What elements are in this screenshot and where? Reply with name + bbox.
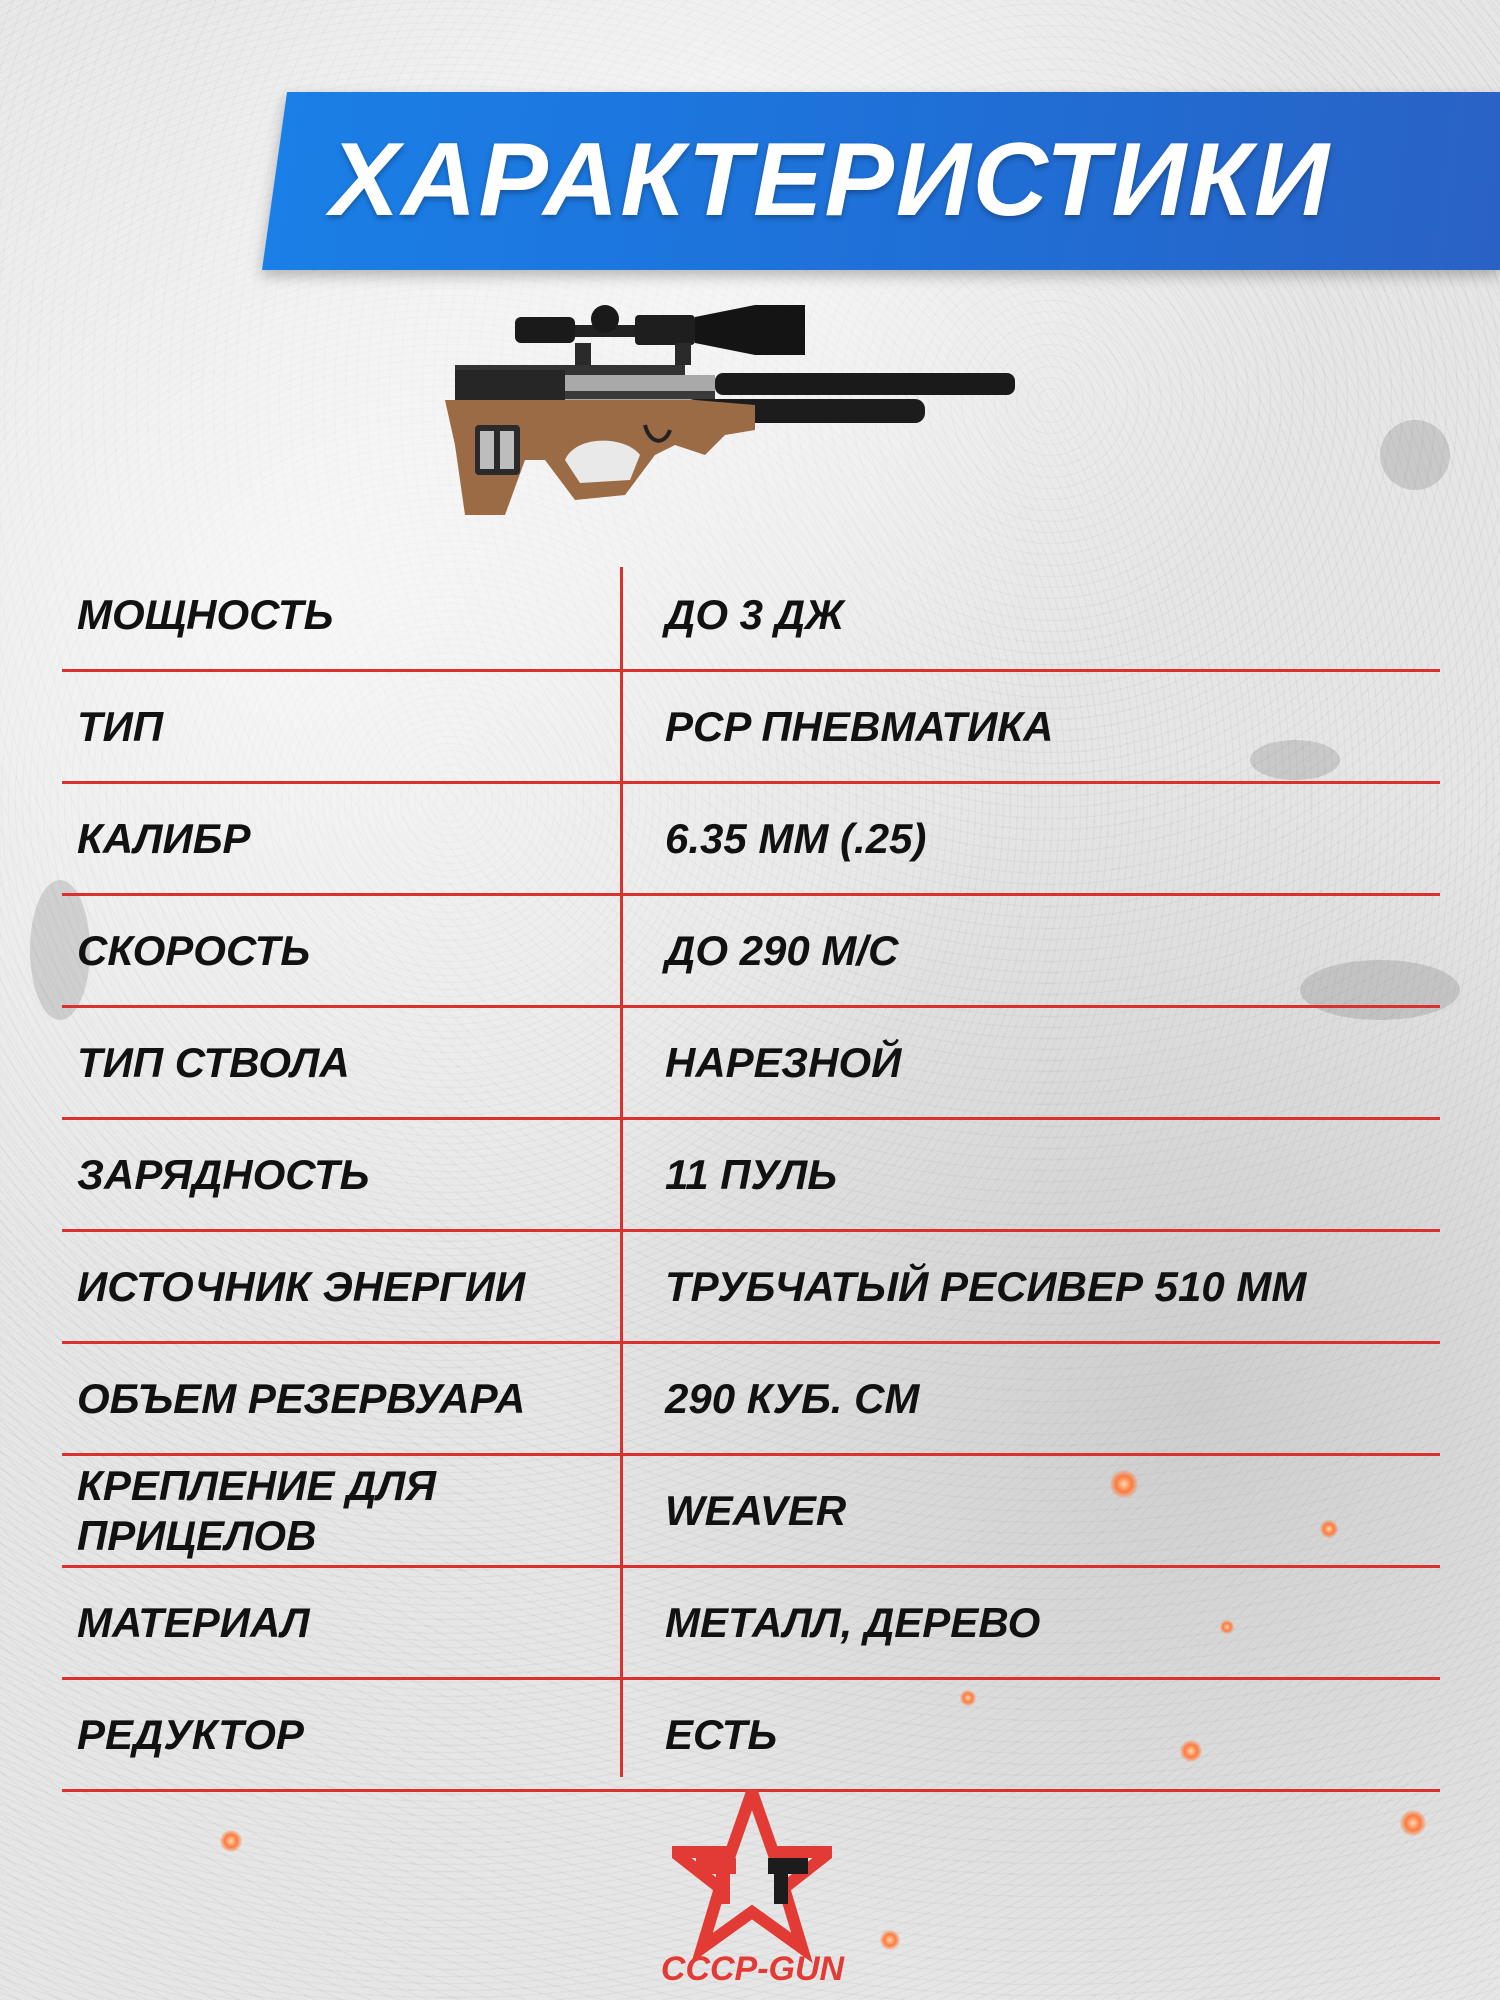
- spec-value: ДО 3 ДЖ: [665, 590, 844, 638]
- table-row: [62, 1456, 1440, 1568]
- table-row: [62, 1120, 1440, 1232]
- spec-key: КАЛИБР: [77, 814, 251, 862]
- spec-key: ЗАРЯДНОСТЬ: [77, 1150, 370, 1198]
- brand-name: СССР-GUN: [660, 1950, 845, 1988]
- spec-value: МЕТАЛЛ, ДЕРЕВО: [665, 1598, 1041, 1646]
- spec-key: ИСТОЧНИК ЭНЕРГИИ: [77, 1262, 526, 1310]
- spec-value: WEAVER: [665, 1486, 847, 1534]
- table-row: [62, 672, 1440, 784]
- spec-key: МОЩНОСТЬ: [77, 590, 334, 638]
- spec-value: PCP ПНЕВМАТИКА: [665, 702, 1054, 750]
- spec-table: [62, 560, 1440, 1792]
- table-row: [62, 1232, 1440, 1344]
- spec-key: КРЕПЛЕНИЕ ДЛЯ ПРИЦЕЛОВ: [77, 1461, 436, 1559]
- spec-value: НАРЕЗНОЙ: [665, 1038, 902, 1086]
- spark: [880, 1930, 900, 1950]
- spec-key: МАТЕРИАЛ: [77, 1598, 310, 1646]
- spec-value: ДО 290 М/С: [665, 926, 899, 974]
- spark: [220, 1830, 242, 1852]
- page-title: ХАРАКТЕРИСТИКИ: [330, 121, 1331, 238]
- table-row: [62, 784, 1440, 896]
- spec-value: ТРУБЧАТЫЙ РЕСИВЕР 510 ММ: [665, 1262, 1307, 1310]
- spec-key: ТИП: [77, 702, 164, 750]
- table-row: [62, 1008, 1440, 1120]
- spec-value: 6.35 ММ (.25): [665, 814, 927, 862]
- table-row: [62, 1568, 1440, 1680]
- rifle-image: [425, 295, 1095, 520]
- spec-key: РЕДУКТОР: [77, 1710, 304, 1758]
- spec-value: 11 ПУЛЬ: [665, 1150, 837, 1198]
- spec-key: СКОРОСТЬ: [77, 926, 311, 974]
- table-row: [62, 560, 1440, 672]
- spec-value: ЕСТЬ: [665, 1710, 778, 1758]
- spec-key: ТИП СТВОЛА: [77, 1038, 350, 1086]
- table-row: [62, 896, 1440, 1008]
- spec-value: 290 КУБ. СМ: [665, 1374, 920, 1422]
- table-row: [62, 1344, 1440, 1456]
- spec-key: ОБЪЕМ РЕЗЕРВУАРА: [77, 1374, 526, 1422]
- background-speck: [1380, 420, 1450, 490]
- table-row: [62, 1680, 1440, 1792]
- spark: [1400, 1810, 1426, 1836]
